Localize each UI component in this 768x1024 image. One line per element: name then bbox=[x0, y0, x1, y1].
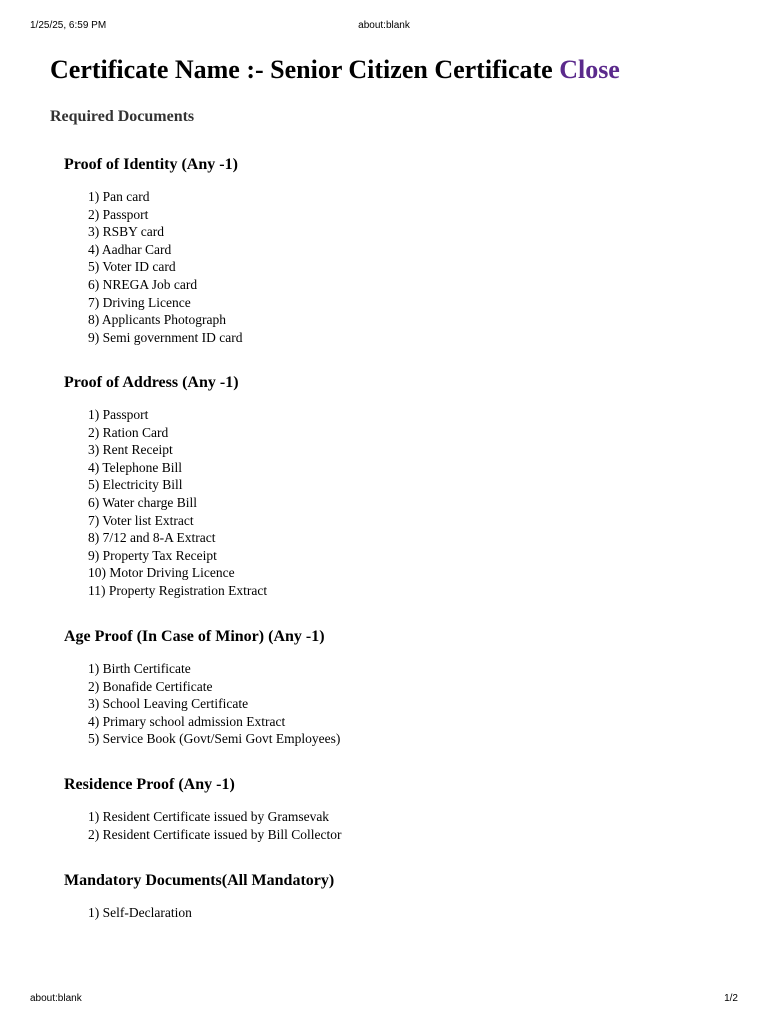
list-item: 9) Semi government ID card bbox=[88, 329, 243, 345]
list-item: 2) Passport bbox=[88, 206, 149, 222]
section-title: Mandatory Documents(All Mandatory) bbox=[64, 872, 335, 889]
certificate-name: Certificate Name :- Senior Citizen Certificate bbox=[50, 55, 553, 84]
list-item: 4) Telephone Bill bbox=[88, 459, 183, 475]
list-item: 3) RSBY card bbox=[88, 224, 164, 240]
list-item: 10) Motor Driving Licence bbox=[88, 565, 235, 581]
list-item: 4) Primary school admission Extract bbox=[88, 713, 286, 729]
list-item: 3) Rent Receipt bbox=[88, 442, 173, 458]
close-link[interactable]: Close bbox=[559, 55, 620, 84]
list-item: 7) Voter list Extract bbox=[88, 512, 194, 528]
section-proof-of-identity bbox=[64, 154, 242, 346]
list-item: 1) Passport bbox=[88, 407, 149, 422]
section-proof-of-address bbox=[64, 372, 267, 600]
section-residence-proof bbox=[64, 774, 341, 843]
list-item: 5) Electricity Bill bbox=[88, 477, 183, 493]
list-item: 5) Service Book (Govt/Semi Govt Employees) bbox=[88, 731, 341, 747]
footer-url: about:blank bbox=[30, 993, 82, 1004]
list-item: 11) Property Registration Extract bbox=[88, 582, 268, 598]
document-list bbox=[64, 188, 242, 346]
list-item: 8) 7/12 and 8-A Extract bbox=[88, 530, 216, 546]
required-documents-heading: Required Documents bbox=[50, 108, 195, 125]
section-title: Residence Proof (Any -1) bbox=[64, 776, 235, 793]
section-age-proof bbox=[64, 626, 340, 748]
list-item: 1) Resident Certificate issued by Gramsevak bbox=[88, 809, 330, 824]
document-list bbox=[64, 808, 341, 843]
page-title bbox=[50, 52, 740, 88]
print-url: about:blank bbox=[358, 20, 410, 31]
list-item: 6) NREGA Job card bbox=[88, 276, 198, 292]
list-item: 2) Bonafide Certificate bbox=[88, 678, 213, 694]
list-item: 8) Applicants Photograph bbox=[88, 312, 226, 328]
list-item: 2) Ration Card bbox=[88, 424, 169, 440]
list-item: 4) Aadhar Card bbox=[88, 241, 172, 257]
section-mandatory-documents bbox=[64, 870, 334, 922]
section-title: Age Proof (In Case of Minor) (Any -1) bbox=[64, 628, 325, 645]
list-item: 3) School Leaving Certificate bbox=[88, 696, 249, 712]
list-item: 7) Driving Licence bbox=[88, 294, 191, 310]
list-item: 6) Water charge Bill bbox=[88, 494, 198, 510]
page-number: 1/2 bbox=[724, 993, 738, 1004]
list-item: 1) Self-Declaration bbox=[88, 905, 192, 920]
list-item: 9) Property Tax Receipt bbox=[88, 547, 217, 563]
list-item: 1) Birth Certificate bbox=[88, 661, 191, 676]
list-item: 1) Pan card bbox=[88, 189, 150, 204]
document-list bbox=[64, 904, 334, 922]
list-item: 5) Voter ID card bbox=[88, 259, 176, 275]
print-datetime: 1/25/25, 6:59 PM bbox=[30, 20, 107, 31]
document-list bbox=[64, 406, 267, 600]
list-item: 2) Resident Certificate issued by Bill Collector bbox=[88, 826, 342, 842]
document-list bbox=[64, 660, 340, 748]
section-title: Proof of Address (Any -1) bbox=[64, 374, 239, 391]
section-title: Proof of Identity (Any -1) bbox=[64, 156, 238, 173]
certificate-content bbox=[50, 52, 740, 920]
